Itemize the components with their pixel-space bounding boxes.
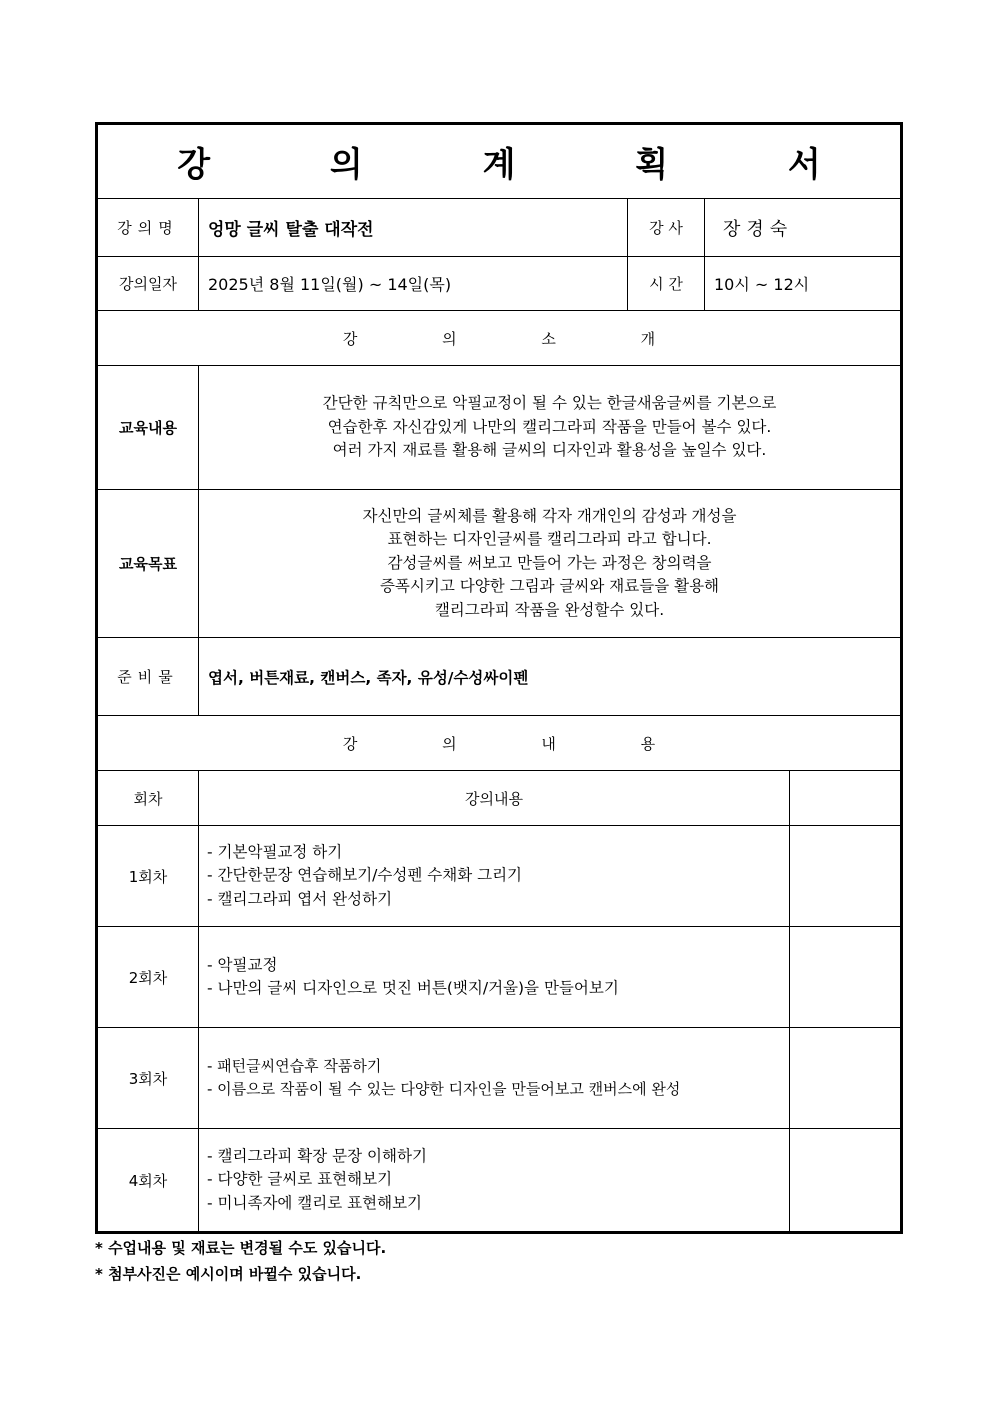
session-items: [198, 1028, 789, 1128]
lecture-date-value: 2025년 8월 11일(월) ~ 14일(목): [198, 257, 627, 310]
session-table-header: [98, 771, 900, 826]
session-extra-cell: [789, 1028, 900, 1128]
session-item: - 캘리그라피 엽서 완성하기: [207, 889, 393, 908]
session-items: [198, 927, 789, 1027]
lecture-plan-form: [95, 122, 903, 1234]
session-extra-cell: [789, 1129, 900, 1231]
materials-row: [98, 638, 900, 716]
lecture-name-row: [98, 199, 900, 257]
session-column-header: 회차: [133, 789, 163, 808]
session-item: - 다양한 글씨로 표현해보기: [207, 1170, 393, 1189]
session-name: 3회차: [128, 1069, 168, 1088]
lecture-date-label: 강의일자: [119, 275, 177, 293]
session-extra-cell: [789, 927, 900, 1027]
content-section-title: 강 의 내 용: [342, 734, 696, 753]
session-row: [98, 1028, 900, 1129]
session-extra-cell: [789, 826, 900, 926]
footnote: * 수업내용 및 재료는 변경될 수도 있습니다.: [95, 1239, 387, 1257]
materials-label: 준비물: [117, 668, 179, 686]
document-title: 강 의 계 획 서: [177, 145, 875, 185]
session-item: - 간단한문장 연습해보기/수성펜 수채화 그리기: [207, 866, 523, 885]
session-item: - 캘리그라피 확장 문장 이해하기: [207, 1146, 427, 1165]
session-name: 4회차: [128, 1171, 168, 1190]
session-item: - 미니족자에 캘리로 표현해보기: [207, 1193, 423, 1212]
education-content-row: [98, 366, 900, 490]
session-name: 2회차: [128, 968, 168, 987]
session-items: [198, 826, 789, 926]
content-section-header: [98, 716, 900, 771]
education-content-label: 교육내용: [119, 419, 177, 437]
lecture-time-label: 시 간: [627, 257, 704, 310]
session-item: - 기본악필교정 하기: [207, 842, 343, 861]
session-item: - 나만의 글씨 디자인으로 멋진 버튼(뱃지/거울)을 만들어보기: [207, 979, 619, 997]
title-row: [98, 125, 900, 199]
intro-section-header: [98, 311, 900, 366]
lecture-date-row: [98, 257, 900, 311]
session-item: - 이름으로 작품이 될 수 있는 다양한 디자인을 만들어보고 캔버스에 완성: [207, 1080, 681, 1098]
session-name: 1회차: [128, 867, 168, 886]
session-row: [98, 927, 900, 1028]
session-items: [198, 1129, 789, 1231]
content-column-header: 강의내용: [198, 771, 789, 825]
session-item: - 패턴글씨연습후 작품하기: [207, 1056, 382, 1075]
lecture-name-label: 강의명: [117, 219, 179, 237]
education-content-text: 간단한 규칙만으로 악필교정이 될 수 있는 한글새움글씨를 기본으로 연습한후 자신감있게 나만의 캘리그라피 작품을 만들어 볼수 있다. 여러 가지 재료를 활용해 글씨의 디자인과 활용성을 높일수 있다.: [322, 394, 777, 460]
session-row: [98, 1129, 900, 1231]
education-goal-label: 교육목표: [119, 555, 177, 573]
extra-column-header: [789, 771, 900, 825]
lecture-name-value: 엉망 글씨 탈출 대작전: [198, 199, 627, 256]
lecture-time-value: 10시 ~ 12시: [704, 257, 900, 310]
session-row: [98, 826, 900, 927]
instructor-value: 장경숙: [704, 199, 900, 256]
education-goal-text: 자신만의 글씨체를 활용해 각자 개개인의 감성과 개성을 표현하는 디자인글씨를 캘리그라피 라고 합니다. 감성글씨를 써보고 만들어 가는 과정은 창의력을 증폭시키고 다양한 그림과 글씨와 재료들을 활용해 캘리그라피 작품을 완성할수 있다.: [362, 506, 737, 619]
materials-value: 엽서, 버튼재료, 캔버스, 족자, 유성/수성싸이펜: [198, 638, 900, 715]
footnote: * 첨부사진은 예시이며 바뀔수 있습니다.: [95, 1265, 362, 1283]
session-item: - 악필교정: [207, 955, 278, 974]
education-goal-row: [98, 490, 900, 638]
intro-section-title: 강 의 소 개: [342, 329, 696, 348]
instructor-label: 강 사: [627, 199, 704, 256]
